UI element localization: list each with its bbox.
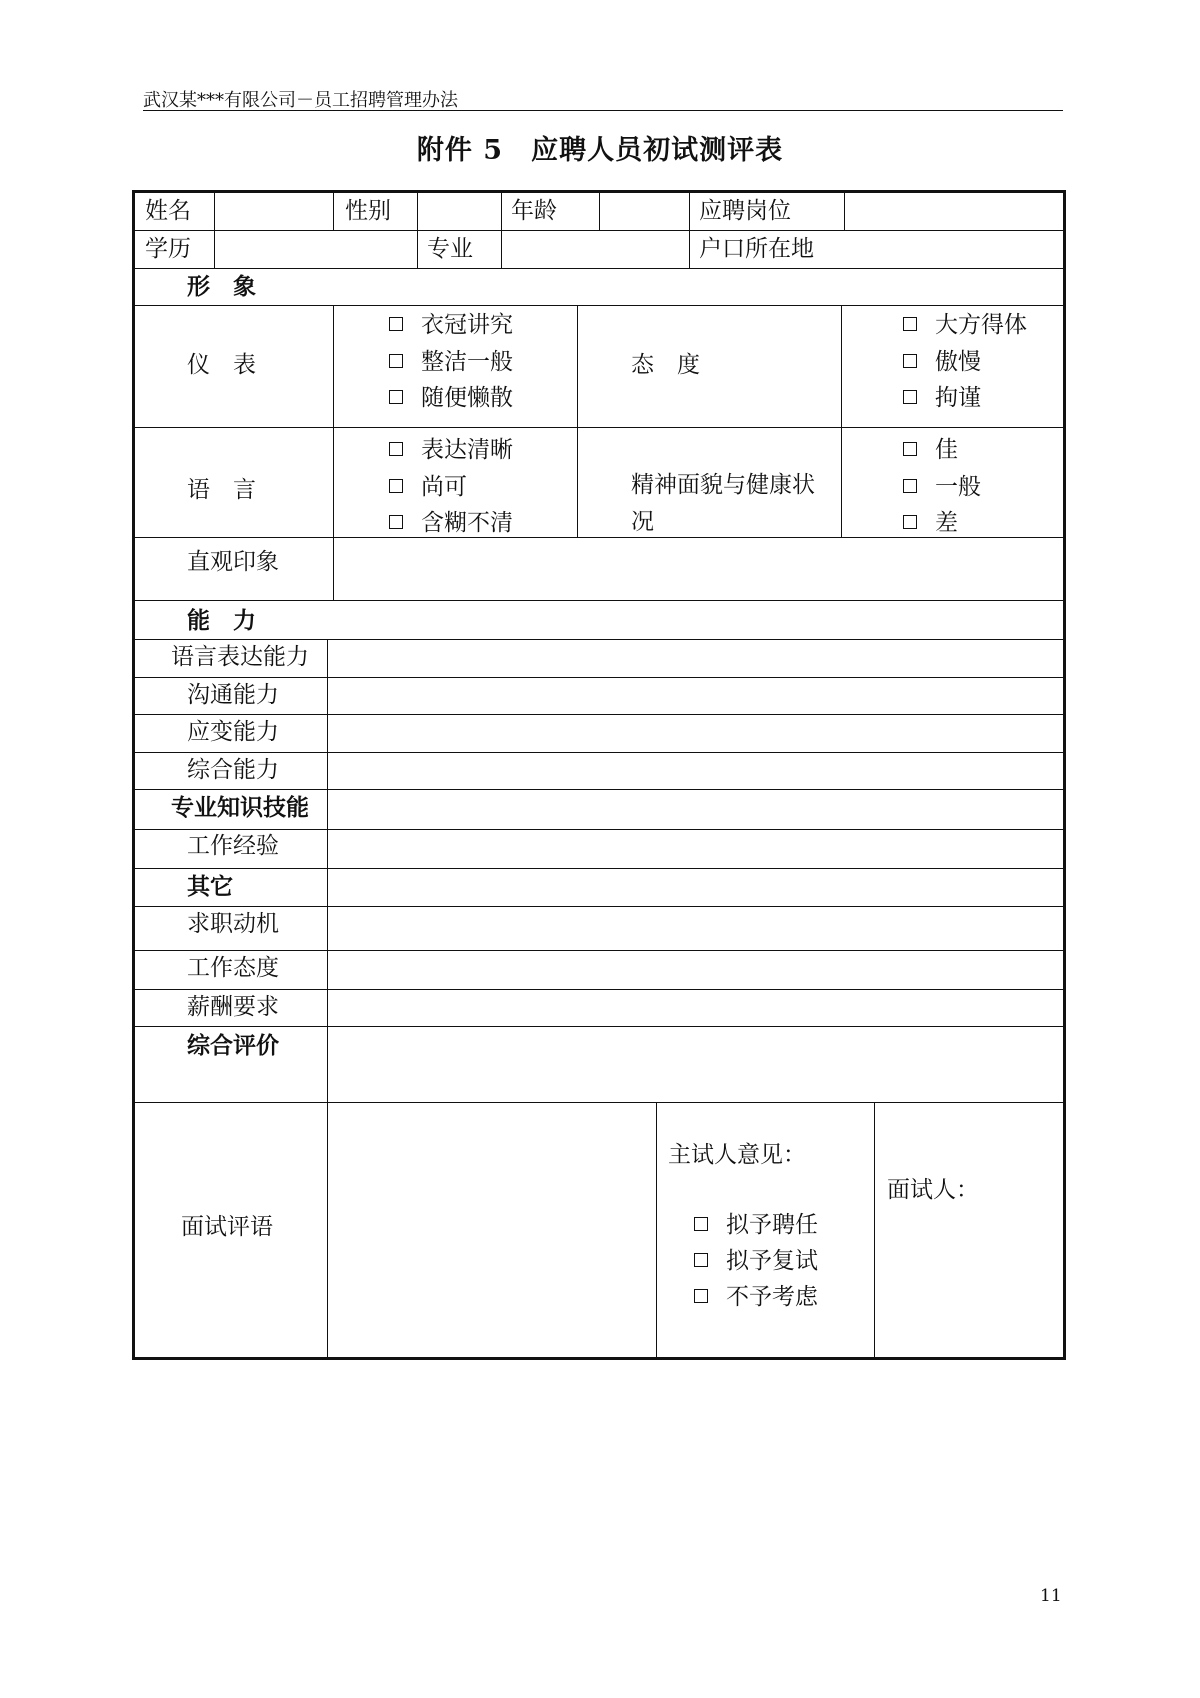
section-other: 其它 xyxy=(187,873,233,900)
language-option[interactable]: 表达清晰 xyxy=(389,436,513,464)
checkbox-icon xyxy=(903,317,917,331)
position-label: 应聘岗位 xyxy=(699,198,791,224)
checkbox-icon xyxy=(903,515,917,529)
attitude-option[interactable]: 拘谨 xyxy=(903,384,981,412)
ability-row-label: 沟通能力 xyxy=(187,682,279,708)
section-ability: 能 力 xyxy=(187,607,256,634)
header-rule xyxy=(143,110,1063,111)
checkbox-icon xyxy=(389,390,403,404)
other-row-label: 工作态度 xyxy=(187,955,279,981)
other-row-label: 求职动机 xyxy=(187,911,279,937)
appearance-option[interactable]: 衣冠讲究 xyxy=(389,311,513,339)
overall-label: 综合评价 xyxy=(187,1032,279,1059)
checkbox-icon xyxy=(694,1289,708,1303)
name-label: 姓名 xyxy=(145,198,191,224)
appearance-option[interactable]: 随便懒散 xyxy=(389,384,513,412)
ability-row-label: 综合能力 xyxy=(187,757,279,783)
column-divider xyxy=(333,193,334,230)
checkbox-icon xyxy=(694,1217,708,1231)
appearance-label: 仪 表 xyxy=(187,352,256,378)
column-divider xyxy=(214,193,215,268)
attitude-option[interactable]: 大方得体 xyxy=(903,311,1027,339)
checkbox-icon xyxy=(903,354,917,368)
checkbox-icon xyxy=(389,317,403,331)
title-prefix: 附件 5 xyxy=(416,135,504,166)
column-divider xyxy=(577,305,578,537)
document-header: 武汉某***有限公司－员工招聘管理办法 xyxy=(143,90,458,111)
row-divider xyxy=(135,1102,1063,1103)
ability-row-label: 语言表达能力 xyxy=(171,644,309,670)
page-number: 11 xyxy=(1040,1586,1062,1606)
column-divider xyxy=(327,639,328,1357)
hukou-label: 户口所在地 xyxy=(699,236,814,262)
column-divider xyxy=(599,193,600,230)
column-divider xyxy=(501,193,502,268)
impression-label: 直观印象 xyxy=(187,549,279,575)
comment-label: 面试评语 xyxy=(181,1214,273,1240)
section-image: 形 象 xyxy=(187,273,256,300)
gender-label: 性别 xyxy=(345,198,391,224)
checkbox-icon xyxy=(389,354,403,368)
language-option[interactable]: 尚可 xyxy=(389,473,467,501)
checkbox-icon xyxy=(903,479,917,493)
spirit-option[interactable]: 一般 xyxy=(903,473,981,501)
checkbox-icon xyxy=(694,1253,708,1267)
row-divider xyxy=(135,427,1063,428)
spirit-label: 精神面貌与健康状况 xyxy=(631,472,815,535)
attitude-option[interactable]: 傲慢 xyxy=(903,348,981,376)
decision-option[interactable]: 拟予聘任 xyxy=(694,1211,818,1239)
column-divider xyxy=(874,1102,875,1357)
row-divider xyxy=(135,305,1063,306)
appearance-option[interactable]: 整洁一般 xyxy=(389,348,513,376)
column-divider xyxy=(333,305,334,600)
evaluation-form xyxy=(132,190,1066,1360)
checkbox-icon xyxy=(389,515,403,529)
spirit-option[interactable]: 佳 xyxy=(903,436,958,464)
age-label: 年龄 xyxy=(511,198,557,224)
ability-row-label: 应变能力 xyxy=(187,719,279,745)
language-label: 语 言 xyxy=(187,477,256,503)
checkbox-icon xyxy=(389,442,403,456)
attitude-label: 态 度 xyxy=(631,352,700,378)
section-skill: 专业知识技能 xyxy=(171,794,309,821)
page-title xyxy=(0,128,1200,167)
experience-label: 工作经验 xyxy=(187,833,279,859)
checkbox-icon xyxy=(903,390,917,404)
column-divider xyxy=(844,193,845,230)
column-divider xyxy=(841,305,842,537)
row-divider xyxy=(135,230,1063,231)
row-divider xyxy=(135,868,1063,869)
column-divider xyxy=(689,193,690,268)
checkbox-icon xyxy=(389,479,403,493)
decision-option[interactable]: 拟予复试 xyxy=(694,1247,818,1275)
checkbox-icon xyxy=(903,442,917,456)
column-divider xyxy=(656,1102,657,1357)
column-divider xyxy=(417,193,418,268)
spirit-option[interactable]: 差 xyxy=(903,509,958,537)
language-option[interactable]: 含糊不清 xyxy=(389,509,513,537)
row-divider xyxy=(135,537,1063,538)
major-label: 专业 xyxy=(427,236,473,262)
interviewer-label: 面试人： xyxy=(887,1177,979,1203)
title-main: 应聘人员初试测评表 xyxy=(531,135,784,166)
education-label: 学历 xyxy=(145,236,191,262)
other-row-label: 薪酬要求 xyxy=(187,994,279,1020)
decision-option[interactable]: 不予考虑 xyxy=(694,1283,818,1311)
row-divider xyxy=(135,600,1063,601)
row-divider xyxy=(135,268,1063,269)
examiner-opinion-label: 主试人意见： xyxy=(668,1142,806,1168)
